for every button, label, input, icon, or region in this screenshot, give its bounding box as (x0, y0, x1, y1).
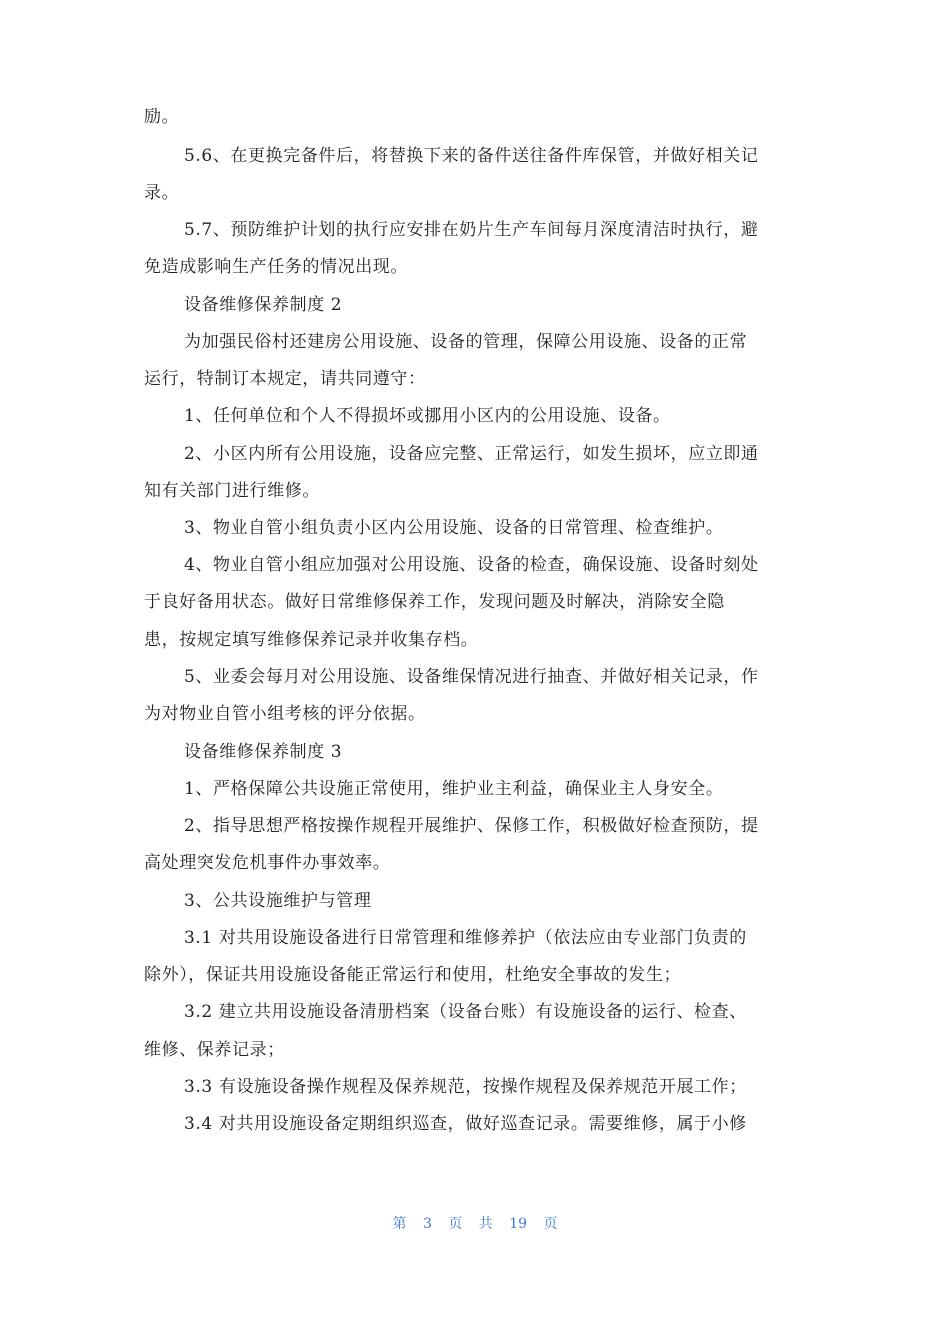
footer-di: 第 (392, 1216, 407, 1232)
text-line-25: 3.2 建立共用设施设备清册档案（设备台账）有设施设备的运行、检查、 (184, 1002, 747, 1022)
text-line-4: 5.7、预防维护计划的执行应安排在奶片生产车间每月深度清洁时执行，避 (184, 220, 759, 240)
text-line-8: 运行，特制订本规定，请共同遵守： (144, 369, 426, 389)
text-line-27: 3.3 有设施设备操作规程及保养规范，按操作规程及保养规范开展工作； (184, 1077, 747, 1097)
text-line-19: 1、严格保障公共设施正常使用，维护业主利益，确保业主人身安全。 (184, 779, 724, 799)
text-line-21: 高处理突发危机事件办事效率。 (144, 853, 391, 873)
text-line-5: 免造成影响生产任务的情况出现。 (144, 257, 408, 277)
text-line-10: 2、小区内所有公用设施，设备应完整、正常运行，如发生损坏，应立即通 (184, 444, 759, 464)
footer-page-number: 3 (422, 1216, 432, 1232)
footer-ye-2: 页 (543, 1216, 558, 1232)
text-line-7: 为加强民俗村还建房公用设施、设备的管理，保障公用设施、设备的正常 (184, 332, 748, 352)
text-line-2: 5.6、在更换完备件后，将替换下来的备件送往备件库保管，并做好相关记 (184, 146, 759, 166)
footer-total-pages: 19 (509, 1216, 528, 1232)
text-line-1: 励。 (144, 107, 180, 127)
footer-gong: 共 (478, 1216, 493, 1232)
text-line-17: 为对物业自管小组考核的评分依据。 (144, 704, 426, 724)
text-line-24: 除外），保证共用设施设备能正常运行和使用，杜绝安全事故的发生； (144, 965, 682, 985)
text-line-20: 2、指导思想严格按操作规程开展维护、保修工作，积极做好检查预防，提 (184, 816, 759, 836)
text-line-14: 于良好备用状态。做好日常维修保养工作，发现问题及时解决，消除安全隐 (144, 592, 725, 612)
text-line-12: 3、物业自管小组负责小区内公用设施、设备的日常管理、检查维护。 (184, 518, 724, 538)
text-line-3: 录。 (144, 183, 180, 203)
text-line-16: 5、业委会每月对公用设施、设备维保情况进行抽查、并做好相关记录，作 (184, 667, 759, 687)
section-heading-2: 设备维修保养制度 2 (184, 295, 343, 315)
footer-ye: 页 (448, 1216, 463, 1232)
text-line-28: 3.4 对共用设施设备定期组织巡查，做好巡查记录。需要维修，属于小修 (184, 1114, 747, 1134)
text-line-9: 1、任何单位和个人不得损坏或挪用小区内的公用设施、设备。 (184, 406, 671, 426)
text-line-11: 知有关部门进行维修。 (144, 481, 320, 501)
text-line-23: 3.1 对共用设施设备进行日常管理和维修养护（依法应由专业部门负责的 (184, 928, 747, 948)
text-line-22: 3、公共设施维护与管理 (184, 891, 372, 911)
section-heading-3: 设备维修保养制度 3 (184, 742, 343, 762)
text-line-26: 维修、保养记录； (144, 1040, 285, 1060)
text-line-15: 患，按规定填写维修保养记录并收集存档。 (144, 630, 479, 650)
text-line-13: 4、物业自管小组应加强对公用设施、设备的检查，确保设施、设备时刻处 (184, 555, 759, 575)
page-footer (0, 1213, 950, 1233)
